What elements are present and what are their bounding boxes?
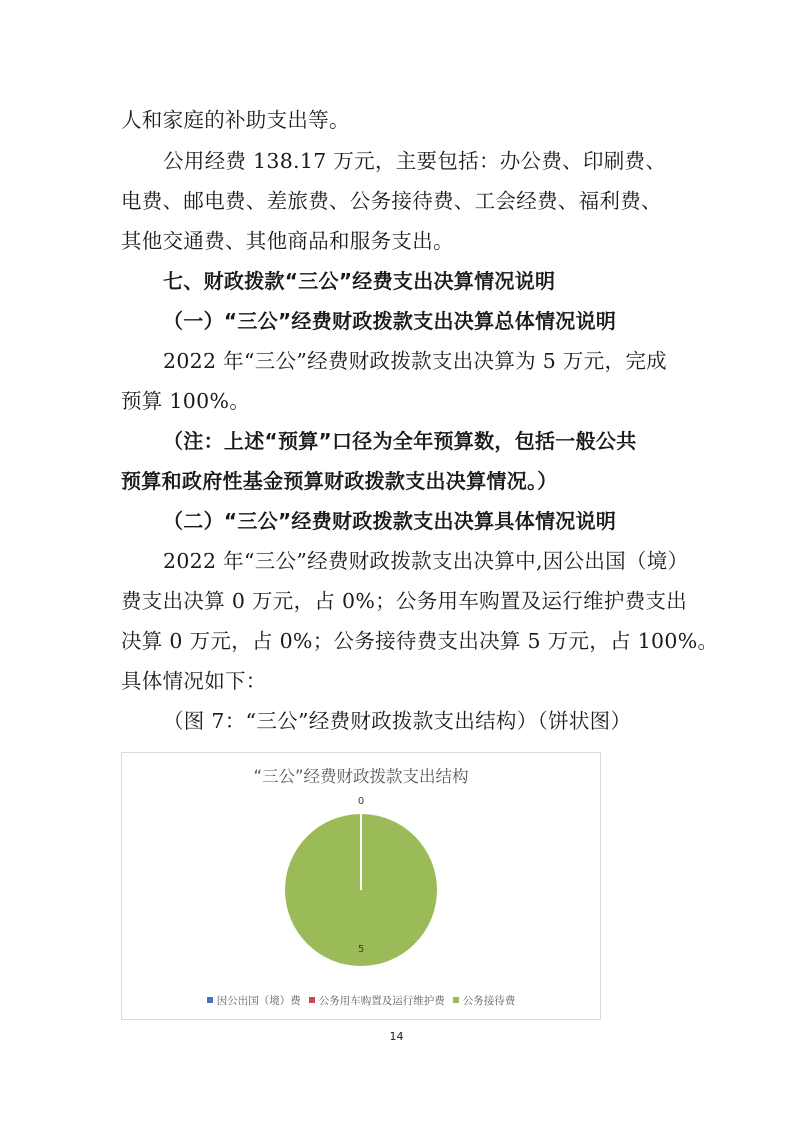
- paragraph-line: 公用经费 138.17 万元，主要包括：办公费、印刷费、: [163, 149, 667, 173]
- paragraph-line: 费支出决算 0 万元，占 0%；公务用车购置及运行维护费支出: [121, 589, 688, 613]
- paragraph-line: 人和家庭的补助支出等。: [121, 108, 350, 132]
- data-label: 0: [357, 796, 365, 807]
- paragraph-line: 具体情况如下：: [121, 669, 267, 693]
- figure-caption: （图 7：“三公”经费财政拨款支出结构）（饼状图）: [163, 709, 632, 733]
- legend-swatch: [309, 997, 315, 1003]
- legend-item: [207, 993, 301, 1008]
- paragraph-line: 决算 0 万元，占 0%；公务接待费支出决算 5 万元，占 100%。: [121, 629, 719, 653]
- legend-swatch: [207, 997, 213, 1003]
- subsection-heading: （二）“三公”经费财政拨款支出决算具体情况说明: [163, 509, 617, 533]
- legend-item: [309, 993, 445, 1008]
- legend-label: 因公出国（境）费: [216, 995, 301, 1007]
- page-number: 14: [389, 1030, 404, 1043]
- chart-legend: [122, 993, 600, 1008]
- subsection-heading: （一）“三公”经费财政拨款支出决算总体情况说明: [163, 309, 617, 333]
- pie-chart: [121, 752, 601, 1020]
- legend-label: 公务接待费: [462, 995, 516, 1007]
- legend-label: 公务用车购置及运行维护费: [318, 995, 445, 1007]
- paragraph-line: 2022 年“三公”经费财政拨款支出决算为 5 万元，完成: [163, 349, 667, 373]
- chart-title: “三公”经费财政拨款支出结构: [253, 767, 469, 786]
- paragraph-line: 电费、邮电费、差旅费、公务接待费、工会经费、福利费、: [121, 189, 662, 213]
- paragraph-line: 2022 年“三公”经费财政拨款支出决算中,因公出国（境）: [163, 549, 689, 573]
- section-heading: 七、财政拨款“三公”经费支出决算情况说明: [163, 269, 556, 293]
- legend-swatch: [453, 997, 459, 1003]
- data-label: 5: [357, 944, 365, 955]
- pie-chart-plot: [122, 753, 600, 1019]
- note-line: 预算和政府性基金预算财政拨款支出决算情况。）: [121, 469, 558, 493]
- paragraph-line: 预算 100%。: [121, 389, 251, 413]
- paragraph-line: 其他交通费、其他商品和服务支出。: [121, 229, 454, 253]
- legend-item: [453, 993, 516, 1008]
- note-line: （注：上述“预算”口径为全年预算数，包括一般公共: [163, 429, 637, 453]
